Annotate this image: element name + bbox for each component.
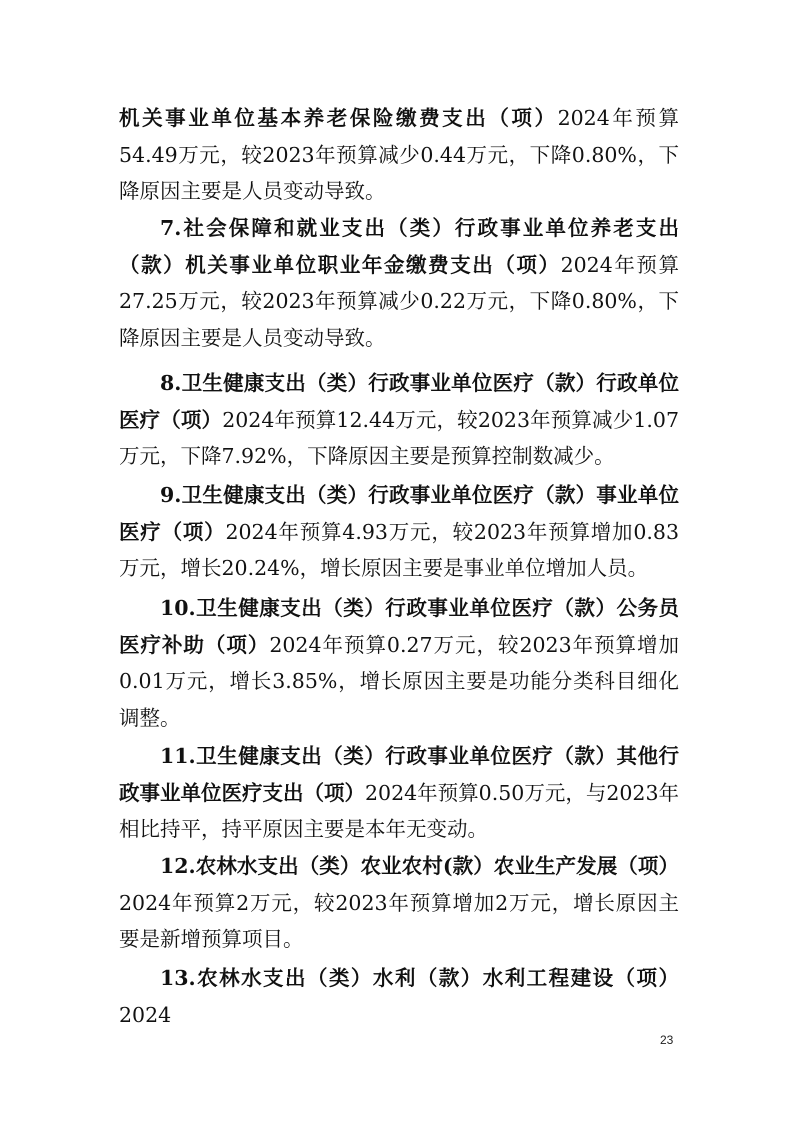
- paragraph-item-11: [119, 738, 679, 848]
- paragraph-heading: 8.卫生健康支出（类）行政事业单位医疗（款）行政单位医疗（项）: [119, 371, 679, 432]
- paragraph-body: 2024年预算0.50万元，与2023年相比持平，持平原因主要是本年无变动。: [119, 780, 679, 841]
- paragraph-body: 2024年预算0.27万元，较2023年预算增加0.01万元，增长3.85%，增长原因主要是功能分类科目细化调整。: [119, 632, 679, 730]
- paragraph-heading: 11.卫生健康支出（类）行政事业单位医疗（款）其他行政事业单位医疗支出（项）: [119, 744, 679, 805]
- paragraph-item-9: [119, 477, 679, 587]
- paragraph-body: 2024年预算2万元，较2023年预算增加2万元，增长原因主要是新增预算项目。: [119, 890, 679, 951]
- paragraph-pension-insurance: [119, 100, 679, 210]
- paragraph-body: 2024年预算27.25万元，较2023年预算减少0.22万元，下降0.80%，下降原因主要是人员变动导致。: [119, 252, 680, 350]
- paragraph-item-8: [119, 365, 679, 475]
- paragraph-body: 2024年预算54.49万元，较2023年预算减少0.44万元，下降0.80%，下降原因主要是人员变动导致。: [119, 106, 679, 203]
- paragraph-heading: 7.社会保障和就业支出（类）行政事业单位养老支出（款）机关事业单位职业年金缴费支出（项）: [119, 216, 679, 277]
- paragraph-heading: 12.农林水支出（类）农业农村(款）农业生产发展（项）: [160, 854, 679, 878]
- paragraph-item-13: [119, 960, 679, 1033]
- paragraph-body: 2024: [119, 1002, 172, 1027]
- paragraph-heading: 9.卫生健康支出（类）行政事业单位医疗（款）事业单位医疗（项）: [119, 483, 679, 544]
- paragraph-item-12: [119, 848, 679, 958]
- paragraph-item-10: [119, 590, 679, 736]
- paragraph-body: 2024年预算4.93万元，较2023年预算增加0.83万元，增长20.24%，增长原因主要是事业单位增加人员。: [119, 519, 679, 580]
- paragraph-body: 2024年预算12.44万元，较2023年预算减少1.07万元，下降7.92%，下降原因主要是预算控制数减少。: [119, 407, 679, 468]
- paragraph-heading: 机关事业单位基本养老保险缴费支出（项）: [119, 106, 558, 130]
- paragraph-heading: 13.农林水支出（类）水利（款）水利工程建设（项）: [160, 966, 679, 990]
- paragraph-item-7: [119, 210, 679, 356]
- page-number: 23: [660, 1033, 674, 1047]
- paragraph-heading: 10.卫生健康支出（类）行政事业单位医疗（款）公务员医疗补助（项）: [119, 596, 679, 657]
